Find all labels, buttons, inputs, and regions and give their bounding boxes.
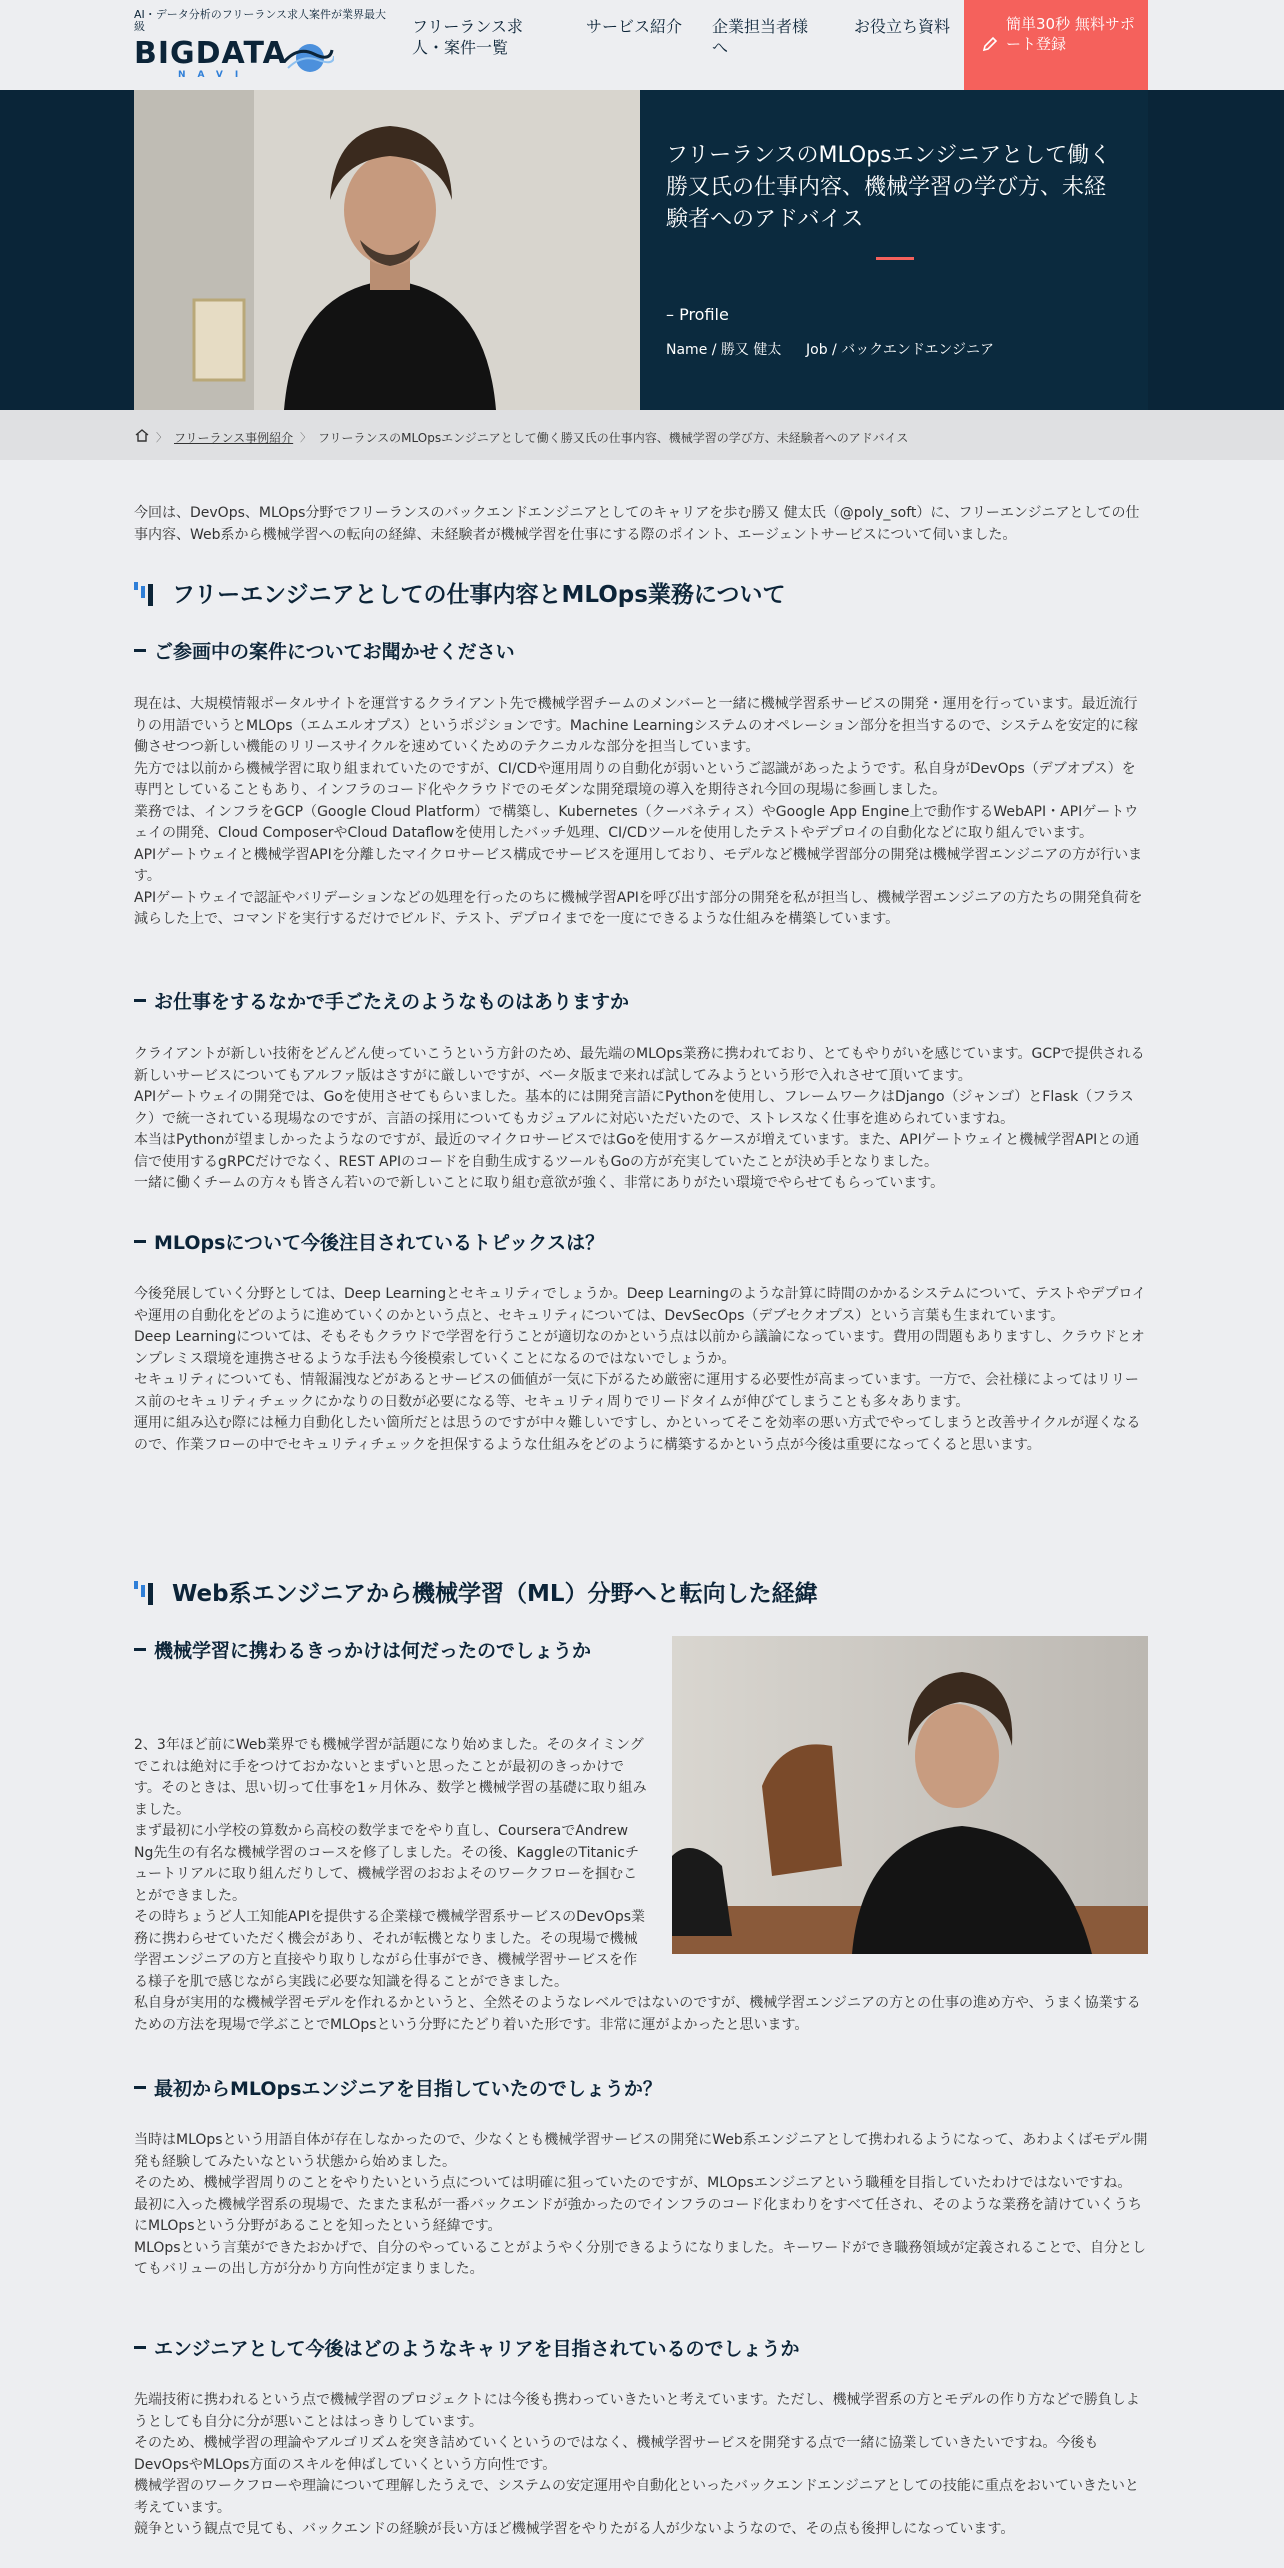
profile-label: – Profile <box>666 305 729 324</box>
breadcrumb-separator: 〉 <box>300 431 311 444</box>
portrait-image <box>134 90 640 410</box>
logo-navi: NAVI <box>178 70 251 80</box>
logo-tagline: AI・データ分析のフリーランス求人案件が業界最大級 <box>134 8 386 33</box>
section-bars-icon <box>134 1579 156 1605</box>
profile-job: Job / バックエンドエンジニア <box>806 342 995 358</box>
hero-portrait <box>134 90 640 410</box>
article-title: フリーランスのMLOpsエンジニアとして働く勝又氏の仕事内容、機械学習の学び方、未経験者へのアドバイス <box>666 143 1112 232</box>
hero-info-panel <box>640 90 1148 410</box>
answer-text <box>134 1692 1148 2036</box>
section-heading-1 <box>134 576 785 609</box>
answer-text: 今後発展していく分野としては、Deep Learningとセキュリティでしょうか。Deep Learningのような計算に時間のかかるシステムについて、テストやデプロイや運用の自動化をどのように進めていくのかという点と、セキュリティについては、DevSecOps（デブセクオプス）という言葉も生まれています。 Deep Learningについては、そもそもクラウドで学習を行うことが適切なのかという点は以前から議論になっています。費用の問題もありますし、クラウドとオンプレミス環境を連携させるような手法も今後模索していくことになるのではないでしょうか。 セキュリティについても、情報漏洩などがあるとサービスの価値が一気に下がるため厳密に運用する必要性が高まっています。一方で、会社様によってはリリース前のセキュリティチェックにかなりの日数が必要になる等、セキュリティ周りでリードタイムが伸びてしまうことも多々あります。 運用に組み込む際には極力自動化したい箇所だとは思うのですが中々難しいですし、かといってそこを効率の悪い方式でやってしまうと改善サイクルが遅くなるので、作業フローの中でセキュリティチェックを担保するような仕組みをどのように構築するかという点が今後は重要になってくると思います。 <box>134 1286 1146 1453</box>
answer-text: 当時はMLOpsという用語自体が存在しなかったので、少なくとも機械学習サービスの開発にWeb系エンジニアとして携われるようになって、あわよくばモデル開発も経験してみたいなという状態から始めました。 そのため、機械学習周りのことをやりたいという点については明確に狙っていたのですが、MLOpsエンジニアという職種を目指していたわけではないですね。 最初に入った機械学習系の現場で、たまたま私が一番バックエンドが強かったのでインフラのコード化まわりをすべて任され、そのような業務を請けていくうちにMLOpsという分野があることを知ったという経緯です。 MLOpsという言葉ができたおかげで、自分のやっていることがようやく分別できるようになりました。キーワードができ職務領域が定義されることで、自分としてもバリューの出し方が分かり方向性が定まりました。 <box>134 2132 1148 2277</box>
answer-text: 現在は、大規模情報ポータルサイトを運営するクライアント先で機械学習チームのメンバーと一緒に機械学習系サービスの開発・運用を行っています。最近流行りの用語でいうとMLOps（エムエルオプス）というポジションです。Machine Learningシステムのオペレーション部分を担当するので、システムを安定的に稼働させつつ新しい機能のリリースサイクルを速めていくためのテクニカルな部分を担当しています。 先方では以前から機械学習に取り組まれていたのですが、CI/CDや運用周りの自動化が弱いというご認識があったようです。私自身がDevOps（デブオプス）を専門としていることもあり、インフラのコード化やクラウドでのモダンな開発環境の導入を期待され今回の現場に参画しました。 業務では、インフラをGCP（Google Cloud Platform）で構築し、Kubernetes（クーバネティス）やGoogle App Engine上で動作するWebAPI・APIゲートウェイの開発、Cloud ComposerやCloud Dataflowを使用したバッチ処理、CI/CDツールを使用したテストやデプロイの自動化などに取り組んでいます。 APIゲートウェイと機械学習APIを分離したマイクロサービス構成でサービスを運用しており、モデルなど機械学習部分の開発は機械学習エンジニアの方が行います。 APIゲートウェイで認証やバリデーションなどの処理を行ったのちに機械学習APIを呼び出す部分の開発を私が担当し、機械学習エンジニアの方たちの開発負荷を減らした上で、コマンドを実行するだけでビルド、テスト、デプロイまでを一度にできるような仕組みを構築しています。 <box>134 696 1143 927</box>
site-header <box>0 0 1284 90</box>
home-icon[interactable] <box>134 428 150 442</box>
question-heading: MLOpsについて今後注目されているトピックスは？ <box>134 1228 604 1255</box>
title-accent-line <box>876 257 914 260</box>
nav-resources[interactable]: お役立ち資料 <box>854 17 951 36</box>
answer-text: クライアントが新しい技術をどんどん使っていこうという方針のため、最先端のMLOps業務に携われており、とてもやりがいを感じています。GCPで提供される新しいサービスについてもアルファ版はさすがに厳しいですが、ベータ版まで来れば試してみようという形で入れさせて頂いてます。 APIゲートウェイの開発では、Goを使用させてもらいました。基本的には開発言語にPythonを使用し、フレームワークはDjango（ジャンゴ）とFlask（フラスク）で統一されている現場なのですが、言語の採用についてもカジュアルに対応いただいたので、ストレスなく仕事を進められていますね。 本当はPythonが望ましかったようなのですが、最近のマイクロサービスではGoを使用するケースが増えています。また、APIゲートウェイと機械学習APIとの通信で使用するgRPCだけでなく、REST APIのコードを自動生成するツールもGoの方が充実していたことが決め手となりました。 一緒に働くチームの方々も皆さん若いので新しいことに取り組む意欲が強く、非常にありがたい環境でやらせてもらっています。 <box>134 1046 1145 1191</box>
answer-text-body: 2、3年ほど前にWeb業界でも機械学習が話題になり始めました。そのタイミングでこれは絶対に手をつけておかないとまずいと思ったことが最初のきっかけです。そのときは、思い切って仕事を1ヶ月休み、数学と機械学習の基礎に取り組みました。 まず最初に小学校の算数から高校の数学までをやり直し、CourseraでAndrew Ng先生の有名な機械学習のコースを修了しました。その後、KaggleのTitanicチュートリアルに取り組んだりして、機械学習のおおよそのワークフローを掴むことができました。 その時ちょうど人工知能APIを提供する企業様で機械学習系サービスのDevOps業務に携わらせていただく機会があり、それが転機となりました。その現場で機械学習エンジニアの方と直接やり取りしながら仕事ができ、機械学習サービスを作る様子を肌で感じながら実践に必要な知識を得ることができました。 私自身が実用的な機械学習モデルを作れるかというと、全然そのようなレベルではないのですが、機械学習エンジニアの方との仕事の進め方や、うまく協業するための方法を現場で学ぶことでMLOpsという分野にたどり着いた形です。非常に運がよかったと思います。 <box>134 1737 1141 2033</box>
question-heading: 機械学習に携わるきっかけは何だったのでしょうか <box>134 1636 654 1663</box>
question-heading: ご参画中の案件についてお聞かせください <box>134 637 515 664</box>
section-bars-icon <box>134 580 156 606</box>
photo-float-spacer <box>648 1714 1148 1978</box>
section-title-2: Web系エンジニアから機械学習（ML）分野へと転向した経緯 <box>172 1581 818 1607</box>
nav-service[interactable]: サービス紹介 <box>586 17 683 36</box>
section-title-1: フリーエンジニアとしての仕事内容とMLOps業務について <box>172 582 786 608</box>
site-logo[interactable] <box>134 36 334 78</box>
question-heading: 最初からMLOpsエンジニアを目指していたのでしょうか？ <box>134 2074 662 2101</box>
cta-label: 簡単30秒 無料サポート登録 <box>1006 15 1135 53</box>
question-heading: エンジニアとして今後はどのようなキャリアを目指されているのでしょうか <box>134 2334 800 2361</box>
answer-text: 先端技術に携われるという点で機械学習のプロジェクトには今後も携わっていきたいと考えています。ただし、機械学習系の方とモデルの作り方などで勝負しようとしても自分に分が悪いことははっきりしています。 そのため、機械学習の理論やアルゴリズムを突き詰めていくというのではなく、機械学習サービスを開発する点で一緒に協業していきたいですね。今後もDevOpsやMLOps方面のスキルを伸ばしていくという方向性です。 機械学習のワークフローや理論について理解したうえで、システムの安定運用や自動化といったバックエンドエンジニアとしての技能に重点をおいていきたいと考えています。 競争という観点で見ても、バックエンドの経験が長い方ほど機械学習をやりたがる人が少ないようなので、その点も後押しになっています。 <box>134 2392 1140 2537</box>
section-heading-2 <box>134 1575 818 1608</box>
breadcrumb-current: フリーランスのMLOpsエンジニアとして働く勝又氏の仕事内容、機械学習の学び方、未経験者へのアドバイス <box>318 431 909 445</box>
question-heading: お仕事をするなかで手ごたえのようなものはありますか <box>134 987 629 1014</box>
breadcrumb-separator: 〉 <box>156 431 167 444</box>
logo-wordmark: BIGDATA <box>134 36 287 71</box>
article-intro: 今回は、DevOps、MLOps分野でフリーランスのバックエンドエンジニアとしてのキャリアを歩む勝又 健太氏（@poly_soft）に、フリーエンジニアとしての仕事内容、Web系から機械学習への転向の経緯、未経験者が機械学習を仕事にする際のポイント、エージェントサービスについて伺いました。 <box>134 505 1140 543</box>
pencil-icon <box>982 36 998 52</box>
nav-company[interactable]: 企業担当者様へ <box>712 17 809 57</box>
breadcrumb-link-case-studies[interactable]: フリーランス事例紹介 <box>174 431 294 445</box>
free-support-register-button[interactable] <box>964 0 1148 90</box>
profile-name: Name / 勝又 健太 <box>666 342 782 358</box>
logo-wave-icon <box>280 40 334 74</box>
nav-job-list[interactable]: フリーランス求人・案件一覧 <box>412 17 523 57</box>
